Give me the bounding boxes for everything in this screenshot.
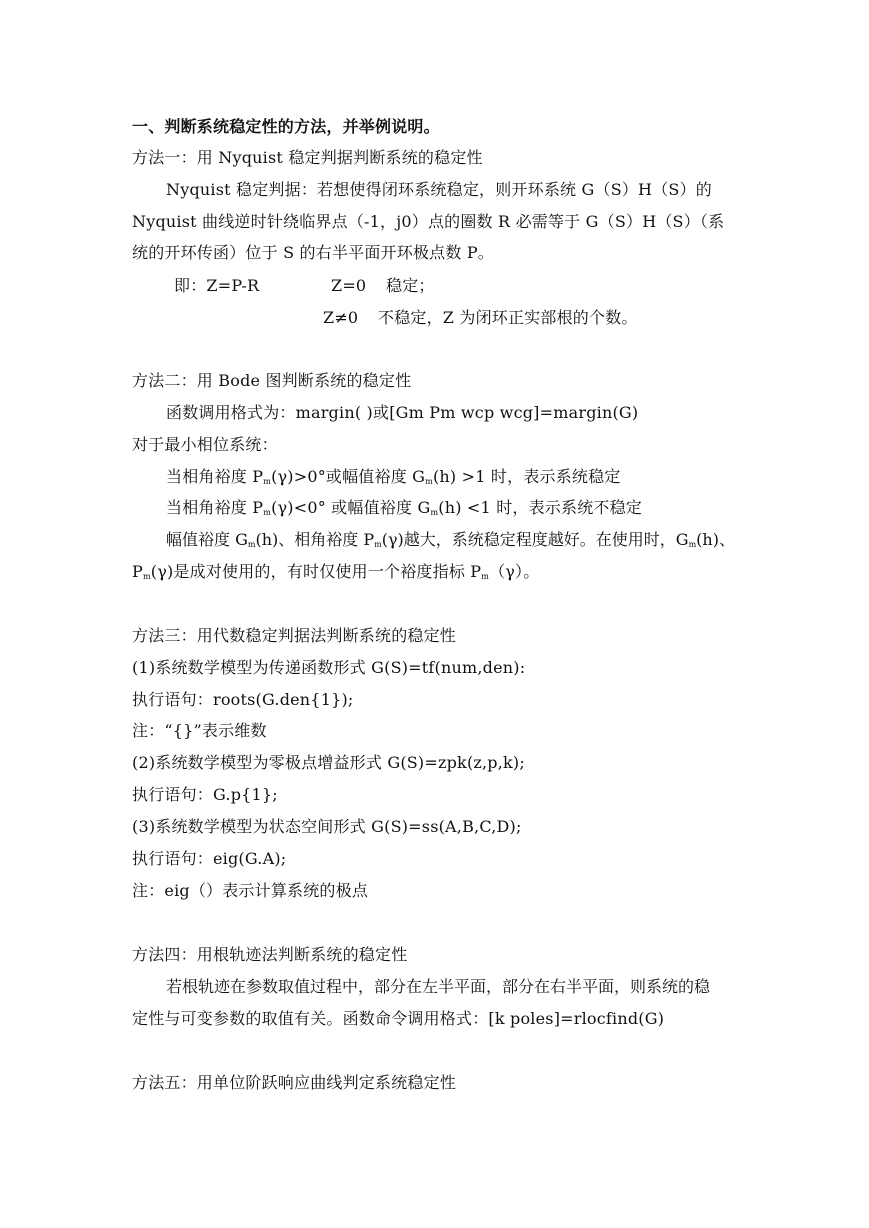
method1-para-line2: Nyquist 曲线逆时针绕临界点（-1，j0）点的圈数 R 必需等于 G（S）H（S）（系 <box>132 212 725 231</box>
formula-case2-desc: 不稳定，Z 为闭环正实部根的个数。 <box>378 308 638 327</box>
formula-z: 即：Z=P-R <box>174 276 260 295</box>
zpk-exec-line: 执行语句：G.p{1}; <box>132 785 278 804</box>
method1-para-line1: Nyquist 稳定判据：若想使得闭环系统稳定，则开环系统 G（S）H（S）的 <box>166 180 712 199</box>
stable-condition: 当相角裕度 $P_m(\gamma)>0^\circ$或幅值裕度 $G_m(h) >1$ 时，表示系统稳定 <box>166 467 621 486</box>
margin-call: 函数调用格式为：margin( )或[Gm Pm wcp wcg]=margin(G) <box>166 403 639 422</box>
method5-title: 方法五：用单位阶跃响应曲线判定系统稳定性 <box>132 1073 457 1092</box>
zpk-model-line: (2)系统数学模型为零极点增益形式 G(S)=zpk(z,p,k); <box>132 753 525 772</box>
tf-exec-line: 执行语句：roots(G.den{1}); <box>132 690 354 709</box>
margin-para-line2: $P_m(\gamma)$是成对使用的，有时仅使用一个裕度指标 $P_m(\gamma)$。 <box>132 562 540 581</box>
margin-para-line1: 幅值裕度 $G_m(h)$、相角裕度 $P_m(\gamma)$越大，系统稳定程度越好。在使用时，$G_m(h)$、 <box>166 530 735 549</box>
min-phase-label: 对于最小相位系统： <box>132 435 278 454</box>
method3-title: 方法三：用代数稳定判据法判断系统的稳定性 <box>132 626 457 645</box>
formula-case1-desc: 稳定； <box>386 276 435 295</box>
tf-model-line: (1)系统数学模型为传递函数形式 G(S)=tf(num,den): <box>132 658 526 677</box>
dimension-note: 注：“{}”表示维数 <box>132 721 267 740</box>
method1-para-line3: 统的开环传函）位于 S 的右半平面开环极点数 P。 <box>132 243 494 262</box>
method2-title: 方法二：用 Bode 图判断系统的稳定性 <box>132 371 412 390</box>
section-heading: 一、判断系统稳定性的方法，并举例说明。 <box>132 117 440 136</box>
method4-title: 方法四：用根轨迹法判断系统的稳定性 <box>132 945 408 964</box>
method1-title: 方法一：用 Nyquist 稳定判据判断系统的稳定性 <box>132 148 483 167</box>
ss-exec-line: 执行语句：eig(G.A); <box>132 849 287 868</box>
eig-note: 注：eig（）表示计算系统的极点 <box>132 881 369 900</box>
ss-model-line: (3)系统数学模型为状态空间形式 G(S)=ss(A,B,C,D); <box>132 817 522 836</box>
root-locus-para-line2: 定性与可变参数的取值有关。函数命令调用格式：[k poles]=rlocfind(G) <box>132 1009 665 1028</box>
unstable-condition: 当相角裕度 $P_m(\gamma)<0^\circ$ 或幅值裕度 $G_m(h) <1$ 时，表示系统不稳定 <box>166 498 642 517</box>
root-locus-para-line1: 若根轨迹在参数取值过程中，部分在左半平面，部分在右半平面，则系统的稳 <box>166 977 711 996</box>
formula-case2: Z≠0 <box>323 308 359 327</box>
formula-case1: Z=0 <box>331 276 367 295</box>
